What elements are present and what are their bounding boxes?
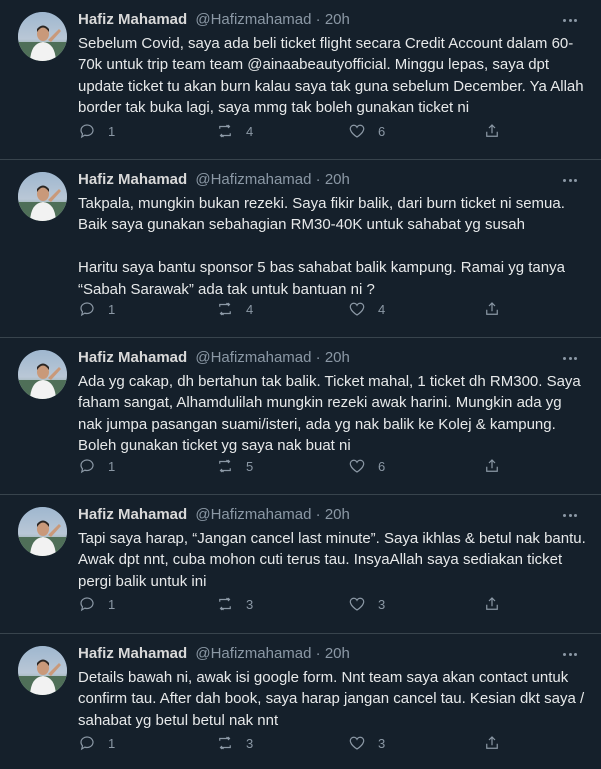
display-name[interactable]: Hafiz Mahamad	[78, 171, 188, 188]
like-button[interactable]	[348, 733, 385, 753]
avatar[interactable]	[18, 12, 67, 61]
display-name[interactable]: Hafiz Mahamad	[78, 11, 188, 28]
more-icon[interactable]	[559, 348, 581, 368]
reply-count: 1	[108, 301, 116, 317]
like-button[interactable]	[348, 121, 385, 141]
tweet-actions	[78, 456, 518, 476]
reply-button[interactable]	[78, 594, 115, 614]
tweet-text: Takpala, mungkin bukan rezeki. Saya fikir balik, dari burn ticket ni semua. Baik saya gunakan sebahagian RM30-40K untuk sahabat yg susah Haritu saya bantu sponsor 5 bas sahabat balik kampung. Ramai yg tanya “Sabah Sarawak” ada tak untuk bantuan ni ?	[78, 195, 565, 298]
timestamp[interactable]: 20h	[324, 11, 350, 28]
more-icon[interactable]	[559, 505, 581, 525]
tweet[interactable]	[0, 160, 601, 338]
user-handle[interactable]: @Hafizmahamad	[195, 11, 312, 28]
retweet-count: 4	[246, 123, 254, 139]
share-icon	[483, 122, 501, 140]
tweet-actions	[78, 733, 518, 753]
avatar[interactable]	[18, 646, 67, 695]
reply-icon	[78, 300, 96, 318]
tweet[interactable]	[0, 495, 601, 634]
retweet-icon	[216, 734, 234, 752]
display-name[interactable]: Hafiz Mahamad	[78, 506, 188, 523]
more-icon[interactable]	[559, 10, 581, 30]
reply-button[interactable]	[78, 121, 115, 141]
tweet-header	[78, 505, 350, 525]
tweet-actions	[78, 121, 518, 141]
like-icon	[348, 122, 366, 140]
separator: ·	[315, 645, 321, 662]
avatar[interactable]	[18, 350, 67, 399]
like-count: 6	[378, 458, 386, 474]
tweet-header	[78, 644, 350, 664]
reply-button[interactable]	[78, 733, 115, 753]
like-icon	[348, 300, 366, 318]
separator: ·	[315, 349, 321, 366]
reply-button[interactable]	[78, 299, 115, 319]
like-icon	[348, 595, 366, 613]
timestamp[interactable]: 20h	[324, 349, 350, 366]
retweet-icon	[216, 122, 234, 140]
share-button[interactable]	[483, 456, 501, 476]
avatar[interactable]	[18, 507, 67, 556]
like-icon	[348, 734, 366, 752]
retweet-count: 3	[246, 596, 254, 612]
retweet-count: 4	[246, 301, 254, 317]
separator: ·	[315, 171, 321, 188]
share-icon	[483, 300, 501, 318]
retweet-icon	[216, 595, 234, 613]
reply-count: 1	[108, 735, 116, 751]
user-handle[interactable]: @Hafizmahamad	[195, 349, 312, 366]
retweet-button[interactable]	[216, 594, 253, 614]
tweet-actions	[78, 594, 518, 614]
avatar[interactable]	[18, 172, 67, 221]
timestamp[interactable]: 20h	[324, 171, 350, 188]
retweet-button[interactable]	[216, 456, 253, 476]
retweet-count: 5	[246, 458, 254, 474]
separator: ·	[315, 11, 321, 28]
timestamp[interactable]: 20h	[324, 645, 350, 662]
like-count: 3	[378, 596, 386, 612]
retweet-icon	[216, 300, 234, 318]
reply-count: 1	[108, 596, 116, 612]
display-name[interactable]: Hafiz Mahamad	[78, 349, 188, 366]
reply-icon	[78, 122, 96, 140]
like-button[interactable]	[348, 594, 385, 614]
share-icon	[483, 595, 501, 613]
retweet-button[interactable]	[216, 299, 253, 319]
tweet[interactable]	[0, 338, 601, 495]
tweet-text: Details bawah ni, awak isi google form. Nnt team saya akan contact untuk confirm tau. After dah book, saya harap jangan cancel tau. Kesian dkt saya / sahabat yg betul betul nak nnt	[78, 669, 589, 729]
reply-icon	[78, 734, 96, 752]
separator: ·	[315, 506, 321, 523]
reply-icon	[78, 595, 96, 613]
reply-count: 1	[108, 458, 116, 474]
share-icon	[483, 734, 501, 752]
tweet-header	[78, 348, 350, 368]
tweet-text: Sebelum Covid, saya ada beli ticket flight secara Credit Account dalam 60-70k untuk trip team team @ainaabeautyofficial. Minggu lepas, saya dpt update ticket tu akan burn kalau saya tak guna sebelum December. Ya Allah border tak buka lagi, saya mmg tak boleh gunakan ticket ni	[78, 35, 588, 117]
like-count: 4	[378, 301, 386, 317]
share-button[interactable]	[483, 299, 501, 319]
reply-count: 1	[108, 123, 116, 139]
share-button[interactable]	[483, 594, 501, 614]
tweet-header	[78, 10, 350, 30]
share-button[interactable]	[483, 733, 501, 753]
tweet-header	[78, 170, 350, 190]
tweet-actions	[78, 299, 518, 319]
like-button[interactable]	[348, 456, 385, 476]
more-icon[interactable]	[559, 170, 581, 190]
retweet-button[interactable]	[216, 121, 253, 141]
like-button[interactable]	[348, 299, 385, 319]
user-handle[interactable]: @Hafizmahamad	[195, 171, 312, 188]
tweet-text: Ada yg cakap, dh bertahun tak balik. Ticket mahal, 1 ticket dh RM300. Saya faham sangat, Alhamdulilah mungkin rezeki awak harini. Mungkin ada yg nak jumpa pasangan suami/isteri, ada yg nak balik ke Kolej & kampung. Boleh gunakan ticket yg saya nak buat ni	[78, 373, 585, 455]
like-count: 3	[378, 735, 386, 751]
tweet-text: Tapi saya harap, “Jangan cancel last minute”. Saya ikhlas & betul nak bantu. Awak dpt nnt, cuba mohon cuti terus tau. InsyaAllah saya sediakan ticket pergi balik untuk ini	[78, 530, 590, 590]
more-icon[interactable]	[559, 644, 581, 664]
retweet-icon	[216, 457, 234, 475]
tweet[interactable]	[0, 0, 601, 160]
reply-icon	[78, 457, 96, 475]
like-icon	[348, 457, 366, 475]
user-handle[interactable]: @Hafizmahamad	[195, 645, 312, 662]
display-name[interactable]: Hafiz Mahamad	[78, 645, 188, 662]
user-handle[interactable]: @Hafizmahamad	[195, 506, 312, 523]
retweet-button[interactable]	[216, 733, 253, 753]
timestamp[interactable]: 20h	[324, 506, 350, 523]
tweet[interactable]	[0, 634, 601, 769]
retweet-count: 3	[246, 735, 254, 751]
like-count: 6	[378, 123, 386, 139]
reply-button[interactable]	[78, 456, 115, 476]
share-icon	[483, 457, 501, 475]
share-button[interactable]	[483, 121, 501, 141]
